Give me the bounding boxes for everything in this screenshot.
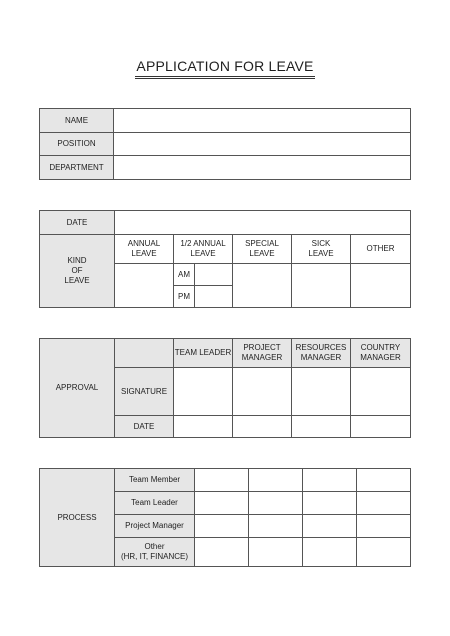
process-cell[interactable] <box>357 515 411 538</box>
personal-info-table <box>39 108 411 180</box>
approval-date-label: DATE <box>115 416 174 438</box>
team-leader-header <box>174 339 233 368</box>
kind-of-leave-label <box>40 235 115 308</box>
process-row-other <box>115 538 195 567</box>
pm-label: PM <box>174 286 195 308</box>
other-leave-field[interactable] <box>351 264 411 308</box>
process-row-team-member <box>115 469 195 492</box>
process-cell[interactable] <box>195 515 249 538</box>
process-cell[interactable] <box>249 469 303 492</box>
process-cell[interactable] <box>249 538 303 567</box>
process-cell[interactable] <box>249 492 303 515</box>
special-label-line-2: LEAVE <box>249 249 275 258</box>
project-manager-label-line-1: PROJECT <box>243 343 281 352</box>
process-cell[interactable] <box>195 538 249 567</box>
resources-manager-label-line-1: RESOURCES <box>295 343 347 352</box>
resources-manager-date-field[interactable] <box>292 416 351 438</box>
name-label: NAME <box>40 109 114 133</box>
country-manager-header <box>351 339 411 368</box>
project-manager-row-label: Project Manager <box>125 521 184 530</box>
form-title: APPLICATION FOR LEAVE <box>135 58 314 79</box>
half-label-line-1: 1/2 ANNUAL <box>180 239 226 248</box>
country-manager-date-field[interactable] <box>351 416 411 438</box>
process-cell[interactable] <box>303 492 357 515</box>
process-cell[interactable] <box>303 515 357 538</box>
process-cell[interactable] <box>303 538 357 567</box>
pm-field[interactable] <box>195 286 233 308</box>
kind-label-line-2: OF <box>71 266 83 275</box>
process-label: PROCESS <box>40 469 115 567</box>
team-leader-signature-field[interactable] <box>174 368 233 416</box>
other-leave-header: OTHER <box>351 235 411 264</box>
position-label: POSITION <box>40 133 114 156</box>
process-row-project-manager <box>115 515 195 538</box>
project-manager-date-field[interactable] <box>233 416 292 438</box>
kind-label-line-1: KIND <box>67 256 87 265</box>
am-label: AM <box>174 264 195 286</box>
leave-details-table <box>39 210 411 308</box>
resources-manager-signature-field[interactable] <box>292 368 351 416</box>
leave-date-label: DATE <box>40 211 115 235</box>
other-row-label-line-2: (HR, IT, FINANCE) <box>120 552 189 561</box>
annual-leave-field[interactable] <box>115 264 174 308</box>
team-leader-row-label: Team Leader <box>131 498 178 507</box>
process-cell[interactable] <box>357 469 411 492</box>
signature-label: SIGNATURE <box>115 368 174 416</box>
process-row-team-leader <box>115 492 195 515</box>
approval-label: APPROVAL <box>40 339 115 438</box>
sick-label-line-2: LEAVE <box>308 249 334 258</box>
process-cell[interactable] <box>195 492 249 515</box>
process-cell[interactable] <box>357 538 411 567</box>
leave-date-field[interactable] <box>115 211 411 235</box>
project-manager-label-line-2: MANAGER <box>241 353 283 362</box>
process-cell[interactable] <box>357 492 411 515</box>
other-row-label-line-1: Other <box>144 542 165 551</box>
sick-leave-field[interactable] <box>292 264 351 308</box>
process-cell[interactable] <box>249 515 303 538</box>
kind-label-line-3: LEAVE <box>64 276 90 285</box>
name-field[interactable] <box>114 109 411 133</box>
process-cell[interactable] <box>303 469 357 492</box>
form-title-wrapper <box>0 58 450 79</box>
process-cell[interactable] <box>195 469 249 492</box>
resources-manager-header <box>292 339 351 368</box>
am-field[interactable] <box>195 264 233 286</box>
department-field[interactable] <box>114 156 411 180</box>
annual-label-line-2: LEAVE <box>131 249 157 258</box>
process-table <box>39 468 411 567</box>
resources-manager-label-line-2: MANAGER <box>300 353 342 362</box>
project-manager-signature-field[interactable] <box>233 368 292 416</box>
sick-label-line-1: SICK <box>311 239 331 248</box>
team-leader-date-field[interactable] <box>174 416 233 438</box>
country-manager-label-line-1: COUNTRY <box>360 343 401 352</box>
team-member-label: Team Member <box>128 475 181 484</box>
annual-label-line-1: ANNUAL <box>127 239 161 248</box>
team-leader-label: TEAM LEADER <box>174 348 232 357</box>
project-manager-header <box>233 339 292 368</box>
approval-corner <box>115 339 174 368</box>
country-manager-label-line-2: MANAGER <box>360 353 401 362</box>
approval-table <box>39 338 411 438</box>
annual-leave-header <box>115 235 174 264</box>
position-field[interactable] <box>114 133 411 156</box>
department-label: DEPARTMENT <box>40 156 114 180</box>
special-leave-header <box>233 235 292 264</box>
special-label-line-1: SPECIAL <box>245 239 279 248</box>
special-leave-field[interactable] <box>233 264 292 308</box>
half-annual-leave-header <box>174 235 233 264</box>
sick-leave-header <box>292 235 351 264</box>
half-label-line-2: LEAVE <box>190 249 216 258</box>
country-manager-signature-field[interactable] <box>351 368 411 416</box>
